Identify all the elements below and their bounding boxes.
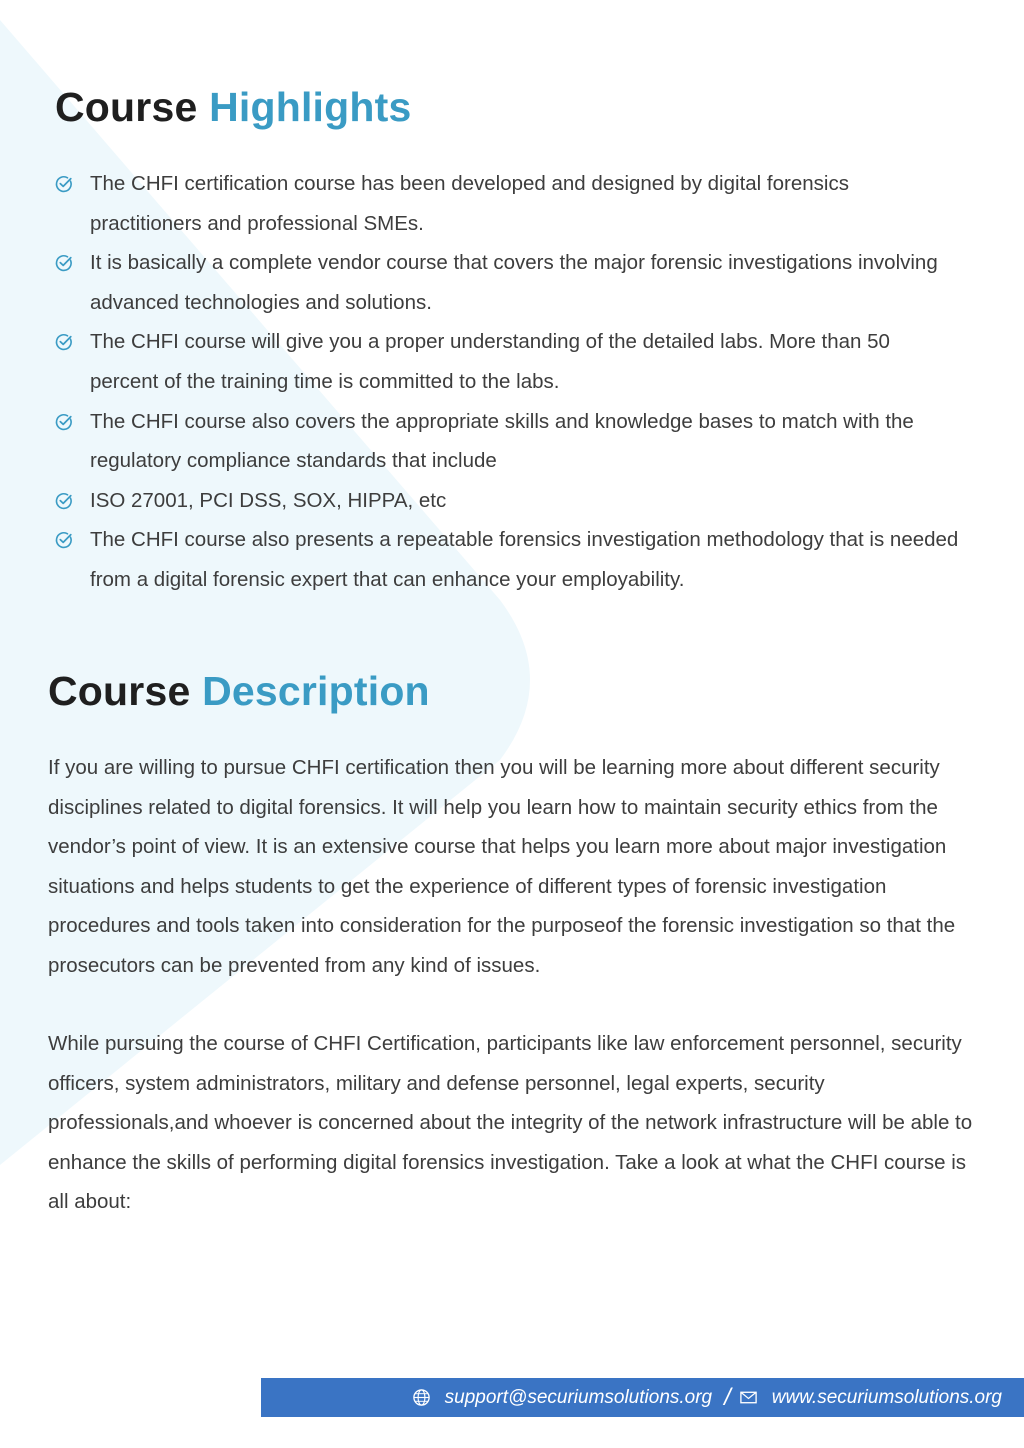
list-item-text: The CHFI course also covers the appropriate skills and knowledge bases to match with the regulatory compliance standards that include — [90, 409, 914, 473]
list-item — [54, 402, 964, 481]
highlights-heading-part1: Course — [55, 84, 198, 130]
list-item-text: It is basically a complete vendor course that covers the major forensic investigations involving advanced technologies and solutions. — [90, 251, 938, 314]
description-paragraph: While pursuing the course of CHFI Certification, participants like law enforcement personnel, security officers, system administrators, military and defense personnel, legal experts, security professionals,and whoever is concerned about the integrity of the network infrastructure will be able to enhance the skills of performing digital forensics investigation. Take a look at what the CHFI course is all about: — [48, 1032, 973, 1214]
check-circle-icon — [54, 412, 74, 432]
check-circle-icon — [54, 174, 74, 194]
footer-separator: / — [724, 1383, 731, 1411]
highlights-heading — [55, 84, 411, 131]
list-item — [54, 164, 964, 243]
list-item-text: The CHFI course also presents a repeatable forensics investigation methodology that is needed from a digital forensic expert that can enhance your employability. — [90, 528, 959, 591]
footer-website-link[interactable]: www.securiumsolutions.org — [771, 1386, 1002, 1408]
list-item — [54, 322, 964, 401]
list-item — [54, 481, 964, 521]
list-item-text: The CHFI course will give you a proper understanding of the detailed labs. More than 50 percent of the training time is committed to the labs. — [90, 330, 890, 393]
highlights-heading-part2: Highlights — [209, 84, 412, 130]
check-circle-icon — [54, 253, 74, 273]
highlights-list — [54, 164, 964, 600]
list-item — [54, 520, 964, 599]
list-item-text: ISO 27001, PCI DSS, SOX, HIPPA, etc — [90, 488, 447, 512]
footer-email-link[interactable]: support@securiumsolutions.org — [444, 1386, 713, 1408]
list-item — [54, 243, 964, 322]
globe-icon — [412, 1388, 431, 1407]
description-heading — [48, 668, 430, 715]
check-circle-icon — [54, 530, 74, 550]
description-heading-part2: Description — [202, 668, 430, 714]
description-paragraph: If you are willing to pursue CHFI certification then you will be learning more about different security disciplines related to digital forensics. It will help you learn how to maintain security ethics from the vendor’s point of view. It is an extensive course that helps you learn more about major investigation situations and helps students to get the experience of different types of forensic investigation procedures and tools taken into consideration for the purposeof the forensic investigation so that the prosecutors can be prevented from any kind of issues. — [48, 756, 956, 977]
check-circle-icon — [54, 332, 74, 352]
list-item-text: The CHFI certification course has been developed and designed by digital forensics practitioners and professional SMEs. — [90, 172, 849, 235]
footer-contact-bar — [261, 1378, 1024, 1417]
envelope-icon — [739, 1388, 758, 1407]
check-circle-icon — [54, 491, 74, 511]
description-heading-part1: Course — [48, 668, 191, 714]
